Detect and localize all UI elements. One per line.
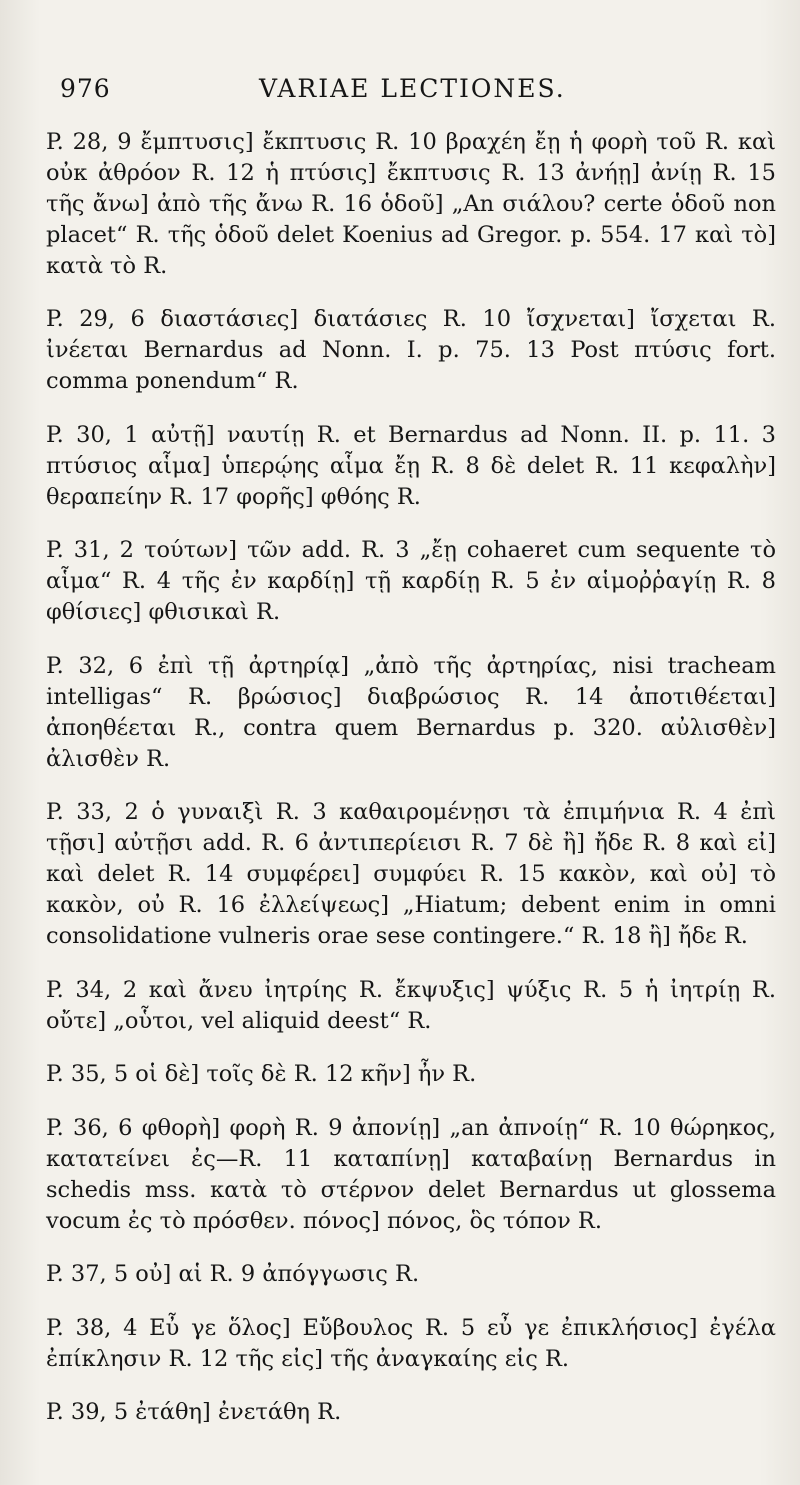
running-head: VARIAE LECTIONES. <box>259 74 566 103</box>
entry-p31: P. 31, 2 τούτων] τῶν add. R. 3 „ἔῃ cohaeret cum sequente τὸ αἷμα“ R. 4 τῆς ἐν καρδίῃ] τῇ καρδίῃ R. 5 ἐν αἱμοῤῥαγίῃ R. 8 φθίσιες] φθισικαὶ R. <box>46 537 776 625</box>
entry-p35: P. 35, 5 οἱ δὲ] τοῖς δὲ R. 12 κῆν] ἦν R. <box>46 1061 477 1087</box>
entry-p38: P. 38, 4 Εὖ γε ὅλος] Εὔβουλος R. 5 εὖ γε ἐπικλήσιος] ἐγέλα ἐπίκλησιν R. 12 τῆς εἰς] τῆς ἀναγκαίης εἰς R. <box>46 1314 776 1372</box>
entry-p39: P. 39, 5 ἐτάθη] ἐνετάθη R. <box>46 1399 342 1425</box>
page-number: 976 <box>60 74 111 103</box>
variae-lectiones-list <box>46 127 776 1429</box>
entry-p37: P. 37, 5 οὐ] αἱ R. 9 ἀπόγγωσις R. <box>46 1261 420 1287</box>
entry-p33: P. 33, 2 ὁ γυναιξὶ R. 3 καθαιρομένῃσι τὰ ἐπιμήνια R. 4 ἐπὶ τῇσι] αὐτῇσι add. R. 6 ἀντιπερίεισι R. 7 δὲ ἢ] ἤδε R. 8 καὶ εἰ] καὶ delet R. 14 συμφέρει] συμφύει R. 15 κακὸν, καὶ οὐ] τὸ κακὸν, οὐ R. 16 ἐλλείψεως] „Hiatum; debent enim in omni consolidatione vulneris orae sese contingere.“ R. 18 ἢ] ἤδε R. <box>46 799 776 949</box>
entry-p32: P. 32, 6 ἐπὶ τῇ ἀρτηρίᾳ] „ἀπὸ τῆς ἀρτηρίας, nisi tracheam intelligas“ R. βρώσιος] διαβρώσιος R. 14 ἀποτιθέεται] ἀποηθέεται R., contra quem Bernardus p. 320. αὐλισθὲν] ἀλισθὲν R. <box>46 652 776 772</box>
entry-p34: P. 34, 2 καὶ ἄνευ ἰητρίης R. ἔκψυξις] ψύξις R. 5 ἡ ἰητρίῃ R. οὔτε] „οὗτοι, vel aliquid deest“ R. <box>46 976 776 1034</box>
entry-p36: P. 36, 6 φθορὴ] φορὴ R. 9 ἀπονίῃ] „an ἀπνοίῃ“ R. 10 θώρηκος, κατατείνει ἐς—R. 11 καταπίνῃ] καταβαίνῃ Bernardus in schedis mss. κατὰ τὸ στέρνον delet Bernardus ut glossema vocum ἐς τὸ πρόσθεν. πόνος] πόνος, ὃς τόπον R. <box>46 1114 776 1234</box>
entry-p28: P. 28, 9 ἔμπτυσις] ἔκπτυσις R. 10 βραχέη ἔῃ ἡ φορὴ τοῦ R. καὶ οὐκ ἀθρόον R. 12 ἡ πτύσις] ἔκπτυσις R. 13 ἀνήῃ] ἀνίῃ R. 15 τῆς ἄνω] ἀπὸ τῆς ἄνω R. 16 ὁδοῦ] „An σιάλου? certe ὁδοῦ non placet“ R. τῆς ὁδοῦ delet Koenius ad Gregor. p. 554. 17 καὶ τὸ] κατὰ τὸ R. <box>46 128 776 279</box>
entry-p29: P. 29, 6 διαστάσιες] διατάσιες R. 10 ἴσχνεται] ἴσχεται R. ἰνέεται Bernardus ad Nonn. I. p. 75. 13 Post πτύσις fort. comma ponendum“ R. <box>46 306 776 394</box>
page-header <box>46 58 776 104</box>
entry-p30: P. 30, 1 αὐτῇ] ναυτίῃ R. et Bernardus ad Nonn. II. p. 11. 3 πτύσιος αἷμα] ὑπερῴης αἷμα ἔῃ R. 8 δὲ delet R. 11 κεφαλὴν] θεραπείην R. 17 φορῆς] φθόης R. <box>46 421 776 510</box>
